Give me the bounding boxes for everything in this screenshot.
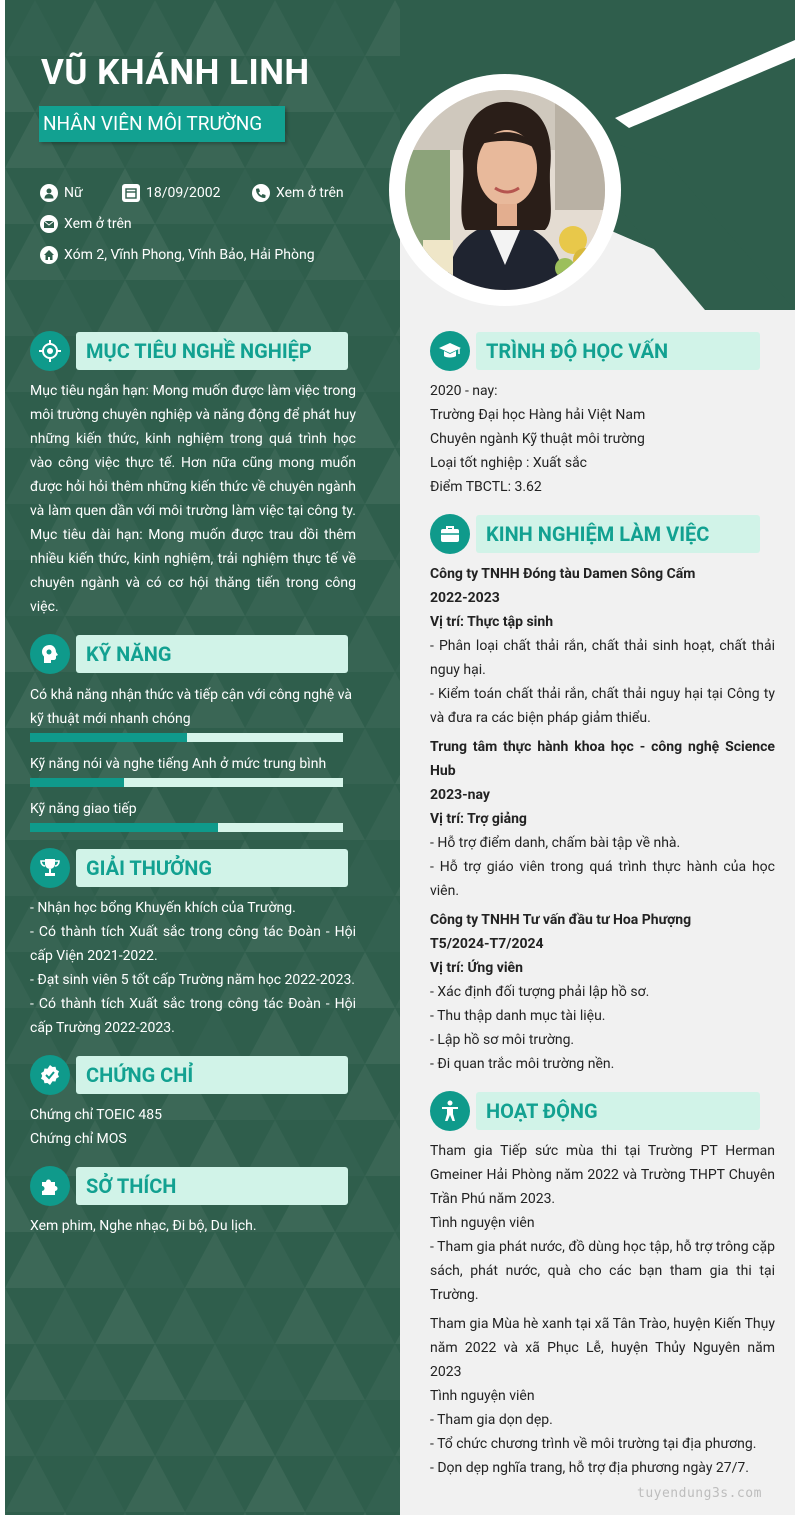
job-period: 2022-2023 xyxy=(430,590,500,606)
activity-block xyxy=(430,1139,775,1307)
activity-heading: Tham gia Mùa hè xanh tại xã Tân Trào, huyện Kiến Thụy năm 2022 và xã Phục Lễ, huyện Thủy Nguyên năm 2023 xyxy=(430,1316,775,1380)
activity-heading: Tham gia Tiếp sức mùa thi tại Trường PT Herman Gmeiner Hải Phòng năm 2022 và Trường THPT Chuyên Trần Phú năm 2023. xyxy=(430,1143,775,1207)
brain-gear-icon xyxy=(30,634,70,674)
home-icon xyxy=(40,246,58,264)
skills-title: KỸ NĂNG xyxy=(86,642,172,666)
education-school: Trường Đại học Hàng hải Việt Nam xyxy=(430,407,646,423)
activity-task: - Dọn dẹp nghĩa trang, hỗ trợ địa phương ngày 27/7. xyxy=(430,1460,749,1476)
job-position: Vị trí: Ứng viên xyxy=(430,960,523,976)
job-task: - Hỗ trợ giáo viên trong quá trình thực hành của học viên. xyxy=(430,859,775,899)
certificates-list xyxy=(30,1103,356,1151)
job-task: - Hỗ trợ điểm danh, chấm bài tập về nhà. xyxy=(430,835,681,851)
activities-header xyxy=(430,1091,760,1131)
activity-task: - Tham gia phát nước, đồ dùng học tập, hỗ trợ trông cặp sách, phát nước, quà cho các bạn tham gia thi tại Trường. xyxy=(430,1239,775,1303)
birthday-info: 18/09/2002 xyxy=(122,184,221,202)
experience-job xyxy=(430,562,775,730)
job-task: - Thu thập danh mục tài liệu. xyxy=(430,1008,606,1024)
experience-header xyxy=(430,514,760,554)
person-icon xyxy=(430,1091,470,1131)
experience-job xyxy=(430,735,775,903)
job-task: - Đi quan trắc môi trường nền. xyxy=(430,1056,615,1072)
hobbies-text: Xem phim, Nghe nhạc, Đi bộ, Du lịch. xyxy=(30,1218,257,1234)
skill-bar-fill xyxy=(30,733,187,742)
experience-title: KINH NGHIỆM LÀM VIỆC xyxy=(486,522,710,546)
education-title: TRÌNH ĐỘ HỌC VẤN xyxy=(486,339,669,363)
activity-task: - Tham gia dọn dẹp. xyxy=(430,1412,553,1428)
job-position: Vị trí: Trợ giảng xyxy=(430,811,527,827)
email-icon xyxy=(40,215,58,233)
puzzle-icon xyxy=(30,1166,70,1206)
hobbies-title: SỞ THÍCH xyxy=(86,1174,177,1198)
target-icon xyxy=(30,331,70,371)
awards-title: GIẢI THƯỞNG xyxy=(86,856,212,880)
activities-title: HOẠT ĐỘNG xyxy=(486,1099,598,1123)
activity-role: Tình nguyện viên xyxy=(430,1388,535,1404)
job-task: - Kiểm toán chất thải rắn, chất thải nguy hại tại Công ty và đưa ra các biện pháp giảm thiểu. xyxy=(430,686,775,726)
activity-block xyxy=(430,1312,775,1480)
award-item: - Đạt sinh viên 5 tốt cấp Trường năm học 2022-2023. xyxy=(30,972,356,988)
objective-title: MỤC TIÊU NGHỀ NGHIỆP xyxy=(86,339,312,363)
skill-label: Kỹ năng nói và nghe tiếng Anh ở mức trung bình xyxy=(30,756,327,772)
education-rank: Loại tốt nghiệp : Xuất sắc xyxy=(430,455,588,471)
award-item: - Có thành tích Xuất sắc trong công tác Đoàn - Hội cấp Trường 2022-2023. xyxy=(30,996,356,1036)
cv-page xyxy=(5,0,795,1515)
user-icon xyxy=(40,184,58,202)
skill-bar xyxy=(30,778,343,787)
job-period: 2023-nay xyxy=(430,787,490,803)
job-company: Trung tâm thực hành khoa học - công nghệ Science Hub xyxy=(430,739,775,779)
activity-task: - Tổ chức chương trình về môi trường tại địa phương. xyxy=(430,1436,757,1452)
activity-role: Tình nguyện viên xyxy=(430,1215,535,1231)
email-info: Xem ở trên xyxy=(40,215,132,233)
graduation-cap-icon xyxy=(430,331,470,371)
education-header xyxy=(430,331,760,371)
skill-bar xyxy=(30,733,343,742)
objective-header xyxy=(30,331,348,371)
profile-photo xyxy=(405,90,605,290)
job-task: - Xác định đối tượng phải lập hồ sơ. xyxy=(430,984,650,1000)
education-gpa: Điểm TBCTL: 3.62 xyxy=(430,479,542,495)
job-position: Vị trí: Thực tập sinh xyxy=(430,614,554,630)
award-item: - Nhận học bổng Khuyến khích của Trường. xyxy=(30,900,296,916)
address-info: Xóm 2, Vĩnh Phong, Vĩnh Bảo, Hải Phòng xyxy=(40,246,315,264)
education-period: 2020 - nay: xyxy=(430,383,498,399)
candidate-name: VŨ KHÁNH LINH xyxy=(41,52,310,93)
skill-bar-fill xyxy=(30,778,124,787)
certificate-item: Chứng chỉ MOS xyxy=(30,1131,127,1147)
education-details xyxy=(430,379,775,499)
awards-list xyxy=(30,896,356,1040)
briefcase-icon xyxy=(430,514,470,554)
skill-bar xyxy=(30,823,343,832)
job-company: Công ty TNHH Tư vấn đầu tư Hoa Phượng xyxy=(430,912,692,928)
awards-header xyxy=(30,848,348,888)
calendar-icon xyxy=(122,184,140,202)
objective-text: Mục tiêu ngắn hạn: Mong muốn được làm việc trong môi trường chuyên nghiệp và năng động để phát huy những kiến thức, kinh nghiệm trong quá trình học vào công việc thực tế. Hơn nữa cũng mong muốn được hỏi hỏi thêm những kiến thức về chuyên ngành và làm quen dần với môi trường làm việc tại công ty. Mục tiêu dài hạn: Mong muốn được trau dồi thêm nhiều kiến thức, kinh nghiệm, trải nghiệm thực tế về chuyên ngành và có cơ hội thăng tiến trong công việc. xyxy=(30,383,356,615)
phone-icon xyxy=(252,184,270,202)
watermark: tuyendung3s.com xyxy=(637,1486,762,1501)
skill-label: Có khả năng nhận thức và tiếp cận với công nghệ và kỹ thuật mới nhanh chóng xyxy=(30,687,352,727)
gender-info: Nữ xyxy=(40,184,83,202)
certificate-item: Chứng chỉ TOEIC 485 xyxy=(30,1107,163,1123)
job-task: - Phân loại chất thải rắn, chất thải sinh hoạt, chất thải nguy hại. xyxy=(430,638,775,678)
certificates-header xyxy=(30,1055,348,1095)
job-role-badge: NHÂN VIÊN MÔI TRƯỜNG xyxy=(39,106,285,142)
hobbies-header xyxy=(30,1166,348,1206)
skills-header xyxy=(30,634,348,674)
trophy-icon xyxy=(30,848,70,888)
job-company: Công ty TNHH Đóng tàu Damen Sông Cấm xyxy=(430,566,696,582)
badge-check-icon xyxy=(30,1055,70,1095)
job-period: T5/2024-T7/2024 xyxy=(430,936,544,952)
education-major: Chuyên ngành Kỹ thuật môi trường xyxy=(430,431,645,447)
skill-bar-fill xyxy=(30,823,218,832)
job-task: - Lập hồ sơ môi trường. xyxy=(430,1032,575,1048)
award-item: - Có thành tích Xuất sắc trong công tác Đoàn - Hội cấp Viện 2021-2022. xyxy=(30,924,356,964)
phone-info: Xem ở trên xyxy=(252,184,344,202)
experience-job xyxy=(430,908,775,1076)
skill-label: Kỹ năng giao tiếp xyxy=(30,801,137,817)
certificates-title: CHỨNG CHỈ xyxy=(86,1063,194,1087)
